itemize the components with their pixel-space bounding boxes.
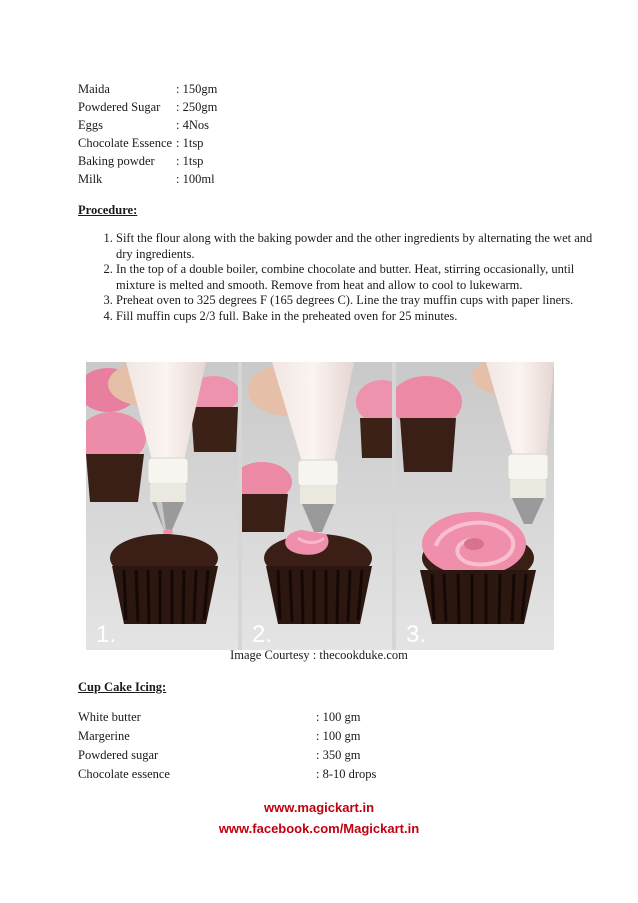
icing-row xyxy=(78,727,538,745)
step-number-label: 1. xyxy=(96,621,117,648)
icing-row xyxy=(78,765,538,783)
ingredient-value: : 150gm xyxy=(176,82,218,96)
ingredient-value: : 100ml xyxy=(176,172,215,186)
step-number-label: 3. xyxy=(406,621,427,648)
cupcake-piping-photo xyxy=(86,362,554,650)
icing-row xyxy=(78,746,538,764)
ingredient-name: Baking powder xyxy=(78,154,155,168)
facebook-link[interactable]: www.facebook.com/Magickart.in xyxy=(218,821,420,836)
procedure-steps xyxy=(78,231,606,324)
ingredient-row xyxy=(78,98,217,116)
procedure-step: 3. Preheat oven to 325 degrees F (165 degrees C). Line the tray muffin cups with paper liners. xyxy=(116,293,606,309)
icing-heading: Cup Cake Icing: xyxy=(78,680,167,694)
procedure-step: 2. In the top of a double boiler, combine chocolate and butter. Heat, stirring occasionally, until mixture is melted and smooth. Remove from heat and allow to cool to lukewarm. xyxy=(116,262,606,293)
ingredient-row xyxy=(78,152,203,170)
ingredient-value: : 1tsp xyxy=(176,136,204,150)
photo-panel-2 xyxy=(242,362,392,650)
icing-value: : 100 gm xyxy=(316,729,361,743)
ingredient-row xyxy=(78,170,215,188)
icing-value: : 100 gm xyxy=(316,710,361,724)
ingredient-name: Chocolate Essence xyxy=(78,136,173,150)
procedure-heading: Procedure: xyxy=(78,203,138,217)
ingredient-row xyxy=(78,80,217,98)
ingredient-value: : 4Nos xyxy=(176,118,209,132)
icing-name: Powdered sugar xyxy=(78,748,159,762)
step-number-label: 2. xyxy=(252,621,273,648)
ingredient-row xyxy=(78,116,209,134)
procedure-step: 4. Fill muffin cups 2/3 full. Bake in the preheated oven for 25 minutes. xyxy=(116,309,606,325)
icing-row xyxy=(78,708,538,726)
icing-name: Margerine xyxy=(78,729,130,743)
ingredient-value: : 250gm xyxy=(176,100,218,114)
website-link[interactable]: www.magickart.in xyxy=(263,800,375,815)
ingredient-name: Powdered Sugar xyxy=(78,100,161,114)
ingredient-name: Milk xyxy=(78,172,103,186)
icing-name: Chocolate essence xyxy=(78,767,170,781)
photo-panel-3 xyxy=(396,362,554,650)
ingredient-value: : 1tsp xyxy=(176,154,204,168)
image-caption: Image Courtesy : thecookduke.com xyxy=(230,648,408,662)
ingredient-row xyxy=(78,134,203,152)
icing-value: : 350 gm xyxy=(316,748,361,762)
ingredient-name: Eggs xyxy=(78,118,103,132)
ingredient-name: Maida xyxy=(78,82,110,96)
photo-panel-1 xyxy=(86,362,238,650)
icing-name: White butter xyxy=(78,710,141,724)
procedure-step: 1. Sift the flour along with the baking powder and the other ingredients by alternating the wet and dry ingredients. xyxy=(116,231,606,262)
icing-value: : 8-10 drops xyxy=(316,767,377,781)
